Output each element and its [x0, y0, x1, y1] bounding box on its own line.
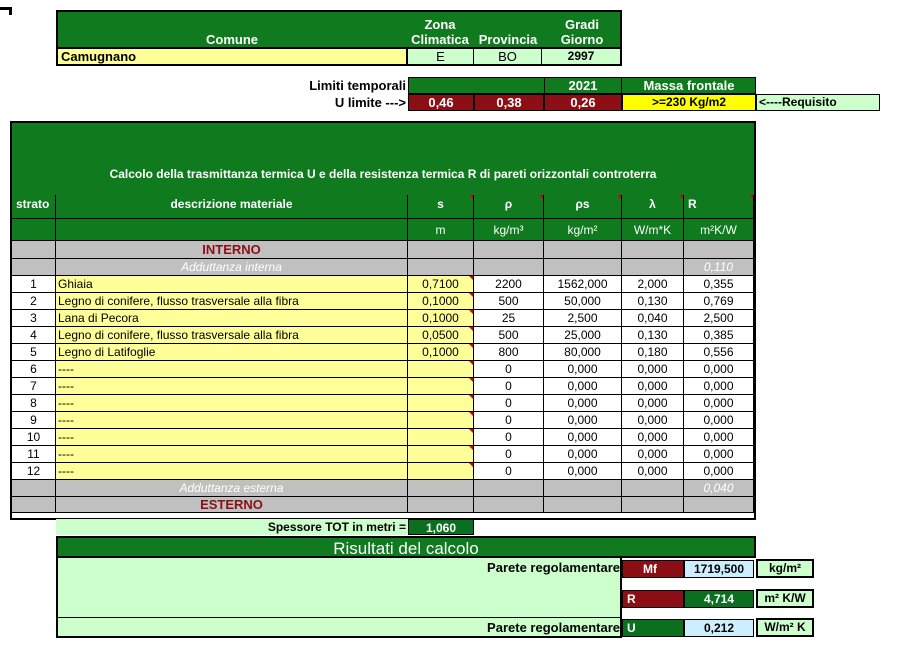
row-2-rhos: 50,000: [544, 293, 622, 310]
row-11-lambda: 0,000: [622, 446, 684, 463]
row-7-desc[interactable]: ----: [56, 378, 408, 395]
row-5-n: 5: [12, 344, 56, 361]
mf-label: Mf: [622, 560, 684, 578]
row-6-desc[interactable]: ----: [56, 361, 408, 378]
adduttanza-esterna-cell: [408, 480, 474, 497]
results-title: Risultati del calcolo: [56, 536, 756, 558]
row-7-rhos: 0,000: [544, 378, 622, 395]
adduttanza-interna-cell: [544, 259, 622, 276]
r-unit: m² K/W: [756, 589, 814, 608]
row-5-desc[interactable]: Legno di Latifoglie: [56, 344, 408, 361]
row-10-rhos: 0,000: [544, 429, 622, 446]
row-8-desc[interactable]: ----: [56, 395, 408, 412]
row-5-rhos: 80,000: [544, 344, 622, 361]
u-unit: W/m² K: [756, 618, 814, 637]
header-R-unit: m²K/W: [684, 219, 754, 241]
row-12-rhos: 0,000: [544, 463, 622, 480]
interno-cell: [544, 241, 622, 259]
header-lambda-unit: W/m*K: [622, 219, 684, 241]
esterno-cell: [12, 497, 56, 513]
mf-value: 1719,500: [684, 560, 754, 578]
spessore-label: Spessore TOT in metri =: [56, 519, 408, 535]
limits-year: 2021: [544, 78, 622, 93]
adduttanza-interna-cell: [408, 259, 474, 276]
row-3-lambda: 0,040: [622, 310, 684, 327]
esterno-cell: [474, 497, 544, 513]
zona-value[interactable]: E: [408, 49, 474, 66]
header-zona-l2: Climatica: [411, 32, 469, 47]
row-4-desc[interactable]: Legno di conifere, flusso trasversale alla fibra: [56, 327, 408, 344]
row-6-s[interactable]: [408, 361, 474, 378]
row-9-lambda: 0,000: [622, 412, 684, 429]
r-value: 4,714: [684, 590, 754, 608]
header-strato-unit: [12, 219, 56, 241]
row-10-s[interactable]: [408, 429, 474, 446]
parete-regolamentare-1: Parete regolamentare: [487, 560, 620, 575]
row-5-R: 0,556: [684, 344, 754, 361]
header-rho: ρ: [474, 195, 544, 219]
row-5-s[interactable]: 0,1000: [408, 344, 474, 361]
interno-cell: [12, 241, 56, 259]
row-1-s[interactable]: 0,7100: [408, 276, 474, 293]
row-7-lambda: 0,000: [622, 378, 684, 395]
row-3-R: 2,500: [684, 310, 754, 327]
results-divider: [58, 617, 622, 618]
row-2-rho: 500: [474, 293, 544, 310]
massa-frontale-value: >=230 Kg/m2: [622, 94, 756, 111]
row-2-lambda: 0,130: [622, 293, 684, 310]
row-3-n: 3: [12, 310, 56, 327]
header-zona-l1: Zona: [424, 17, 456, 32]
adduttanza-interna-cell: [622, 259, 684, 276]
u-limite-label: U limite --->: [334, 95, 406, 110]
header-lambda: λ: [622, 195, 684, 219]
header-descrizione: descrizione materiale: [56, 195, 408, 219]
esterno-label: ESTERNO: [56, 497, 408, 513]
adduttanza-interna-label: Adduttanza interna: [56, 259, 408, 276]
esterno-cell: [622, 497, 684, 513]
adduttanza-interna-R: 0,110: [684, 259, 754, 276]
header-s: s: [408, 195, 474, 219]
row-5-rho: 800: [474, 344, 544, 361]
header-strato: strato: [12, 195, 56, 219]
adduttanza-esterna-R: 0,040: [684, 480, 754, 497]
header-descrizione-unit: [56, 219, 408, 241]
row-1-rho: 2200: [474, 276, 544, 293]
adduttanza-esterna-cell: [622, 480, 684, 497]
adduttanza-esterna-cell: [12, 480, 56, 497]
row-2-desc[interactable]: Legno di conifere, flusso trasversale alla fibra: [56, 293, 408, 310]
row-9-s[interactable]: [408, 412, 474, 429]
row-8-s[interactable]: [408, 395, 474, 412]
row-11-rhos: 0,000: [544, 446, 622, 463]
spessore-value: 1,060: [408, 519, 474, 535]
corner-marker-icon: [0, 2, 14, 12]
header-gradi-l1: Gradi: [565, 17, 599, 32]
r-label: R: [622, 590, 684, 608]
header-comune: Comune: [206, 32, 258, 47]
mf-unit: kg/m²: [756, 559, 814, 578]
header-rhos-unit: kg/m²: [544, 219, 622, 241]
row-2-R: 0,769: [684, 293, 754, 310]
row-11-n: 11: [12, 446, 56, 463]
row-11-desc[interactable]: ----: [56, 446, 408, 463]
row-12-R: 0,000: [684, 463, 754, 480]
esterno-cell: [544, 497, 622, 513]
row-3-rhos: 2,500: [544, 310, 622, 327]
row-4-rhos: 25,000: [544, 327, 622, 344]
row-11-R: 0,000: [684, 446, 754, 463]
row-3-s[interactable]: 0,1000: [408, 310, 474, 327]
header-s-unit: m: [408, 219, 474, 241]
requisito-label: <----Requisito: [756, 94, 880, 111]
row-4-lambda: 0,130: [622, 327, 684, 344]
row-7-R: 0,000: [684, 378, 754, 395]
row-1-lambda: 2,000: [622, 276, 684, 293]
row-7-s[interactable]: [408, 378, 474, 395]
row-9-rho: 0: [474, 412, 544, 429]
row-1-rhos: 1562,000: [544, 276, 622, 293]
adduttanza-interna-cell: [12, 259, 56, 276]
adduttanza-interna-cell: [474, 259, 544, 276]
gradi-giorno-value[interactable]: 2997: [542, 49, 622, 66]
u-limit-2: 0,38: [474, 94, 544, 111]
u-limit-3: 0,26: [544, 94, 622, 111]
header-R: R: [684, 195, 754, 219]
row-3-rho: 25: [474, 310, 544, 327]
row-10-desc[interactable]: ----: [56, 429, 408, 446]
row-12-n: 12: [12, 463, 56, 480]
row-9-R: 0,000: [684, 412, 754, 429]
row-7-n: 7: [12, 378, 56, 395]
row-10-lambda: 0,000: [622, 429, 684, 446]
row-6-rhos: 0,000: [544, 361, 622, 378]
row-10-rho: 0: [474, 429, 544, 446]
comune-value[interactable]: Camugnano: [56, 49, 408, 66]
row-12-lambda: 0,000: [622, 463, 684, 480]
row-7-rho: 0: [474, 378, 544, 395]
parete-regolamentare-2: Parete regolamentare: [487, 620, 620, 635]
u-label: U: [622, 619, 684, 637]
interno-cell: [622, 241, 684, 259]
row-6-rho: 0: [474, 361, 544, 378]
row-9-rhos: 0,000: [544, 412, 622, 429]
interno-cell: [474, 241, 544, 259]
row-6-n: 6: [12, 361, 56, 378]
row-8-n: 8: [12, 395, 56, 412]
limiti-temporali-label: Limiti temporali: [309, 78, 406, 93]
row-1-desc[interactable]: Ghiaia: [56, 276, 408, 293]
massa-frontale-label: Massa frontale: [643, 78, 735, 93]
adduttanza-esterna-cell: [544, 480, 622, 497]
row-1-n: 1: [12, 276, 56, 293]
interno-cell: [408, 241, 474, 259]
row-6-R: 0,000: [684, 361, 754, 378]
row-3-desc[interactable]: Lana di Pecora: [56, 310, 408, 327]
row-6-lambda: 0,000: [622, 361, 684, 378]
interno-label: INTERNO: [56, 241, 408, 259]
interno-cell: [684, 241, 754, 259]
adduttanza-esterna-cell: [474, 480, 544, 497]
u-limit-1: 0,46: [408, 94, 474, 111]
header-rhos: ρs: [544, 195, 622, 219]
esterno-cell: [684, 497, 754, 513]
row-8-lambda: 0,000: [622, 395, 684, 412]
row-10-R: 0,000: [684, 429, 754, 446]
row-1-R: 0,355: [684, 276, 754, 293]
row-9-desc[interactable]: ----: [56, 412, 408, 429]
adduttanza-esterna-label: Adduttanza esterna: [56, 480, 408, 497]
row-8-rho: 0: [474, 395, 544, 412]
esterno-cell: [408, 497, 474, 513]
row-4-n: 4: [12, 327, 56, 344]
header-provincia: Provincia: [478, 32, 538, 47]
row-12-s[interactable]: [408, 463, 474, 480]
row-11-s[interactable]: [408, 446, 474, 463]
row-5-lambda: 0,180: [622, 344, 684, 361]
row-4-s[interactable]: 0,0500: [408, 327, 474, 344]
row-2-n: 2: [12, 293, 56, 310]
u-value: 0,212: [684, 619, 754, 637]
header-rho-unit: kg/m³: [474, 219, 544, 241]
row-9-n: 9: [12, 412, 56, 429]
row-8-R: 0,000: [684, 395, 754, 412]
header-gradi-l2: Giorno: [560, 32, 604, 47]
row-4-R: 0,385: [684, 327, 754, 344]
row-10-n: 10: [12, 429, 56, 446]
row-12-rho: 0: [474, 463, 544, 480]
row-8-rhos: 0,000: [544, 395, 622, 412]
table-title: Calcolo della trasmittanza termica U e della resistenza termica R di pareti orizzontali controterra: [12, 123, 754, 195]
row-4-rho: 500: [474, 327, 544, 344]
row-11-rho: 0: [474, 446, 544, 463]
row-2-s[interactable]: 0,1000: [408, 293, 474, 310]
row-12-desc[interactable]: ----: [56, 463, 408, 480]
provincia-value[interactable]: BO: [474, 49, 542, 66]
